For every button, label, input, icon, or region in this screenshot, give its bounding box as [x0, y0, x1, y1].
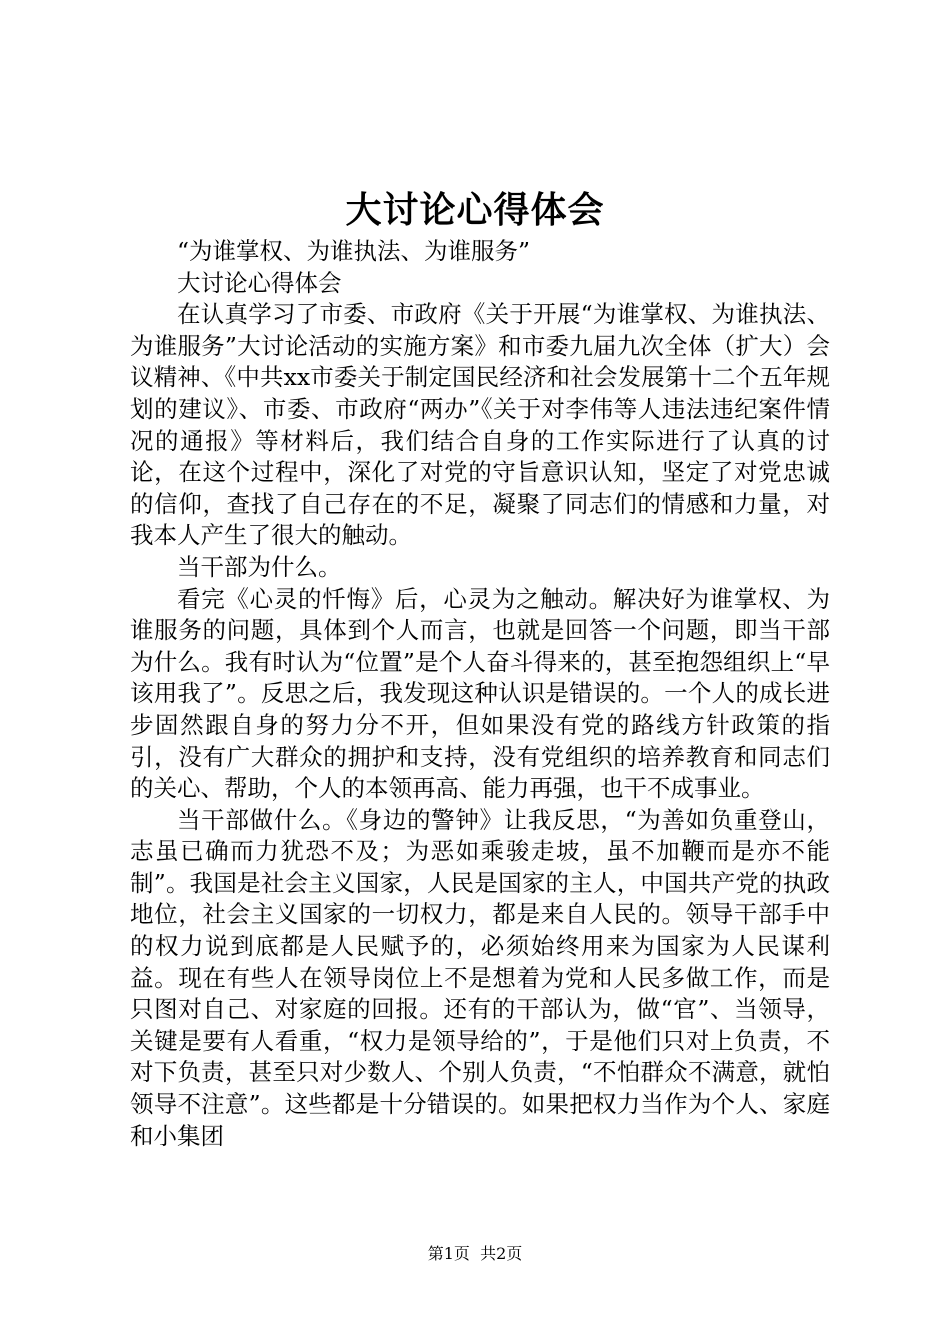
page-total: 共2页 — [480, 1244, 523, 1263]
page-number: 第1页 — [427, 1244, 470, 1263]
paragraph-subtitle-line1: “为谁掌权、为谁执法、为谁服务” — [177, 237, 531, 265]
document-body — [130, 236, 830, 1152]
paragraph-intro: 在认真学习了市委、市政府《关于开展“为谁掌权、为谁执法、为谁服务”大讨论活动的实施方案》和市委九届九次全体（扩大）会议精神、《中共xx市委关于制定国民经济和社会发展第十二个五年规划的建议》、市委、市政府“两办”《关于对李伟等人违法违纪案件情况的通报》等材料后，我们结合自身的工作实际进行了认真的讨论，在这个过程中，深化了对党的守旨意识认知，坚定了对党忠诚的信仰，查找了自己存在的不足，凝聚了同志们的情感和力量，对我本人产生了很大的触动。 — [130, 300, 830, 550]
page-footer — [0, 1244, 950, 1264]
paragraph-subtitle-line2: 大讨论心得体会 — [177, 268, 342, 297]
paragraph-heading-why: 当干部为什么。 — [177, 552, 342, 581]
paragraph-what-body: 当干部做什么。《身边的警钟》让我反思，“为善如负重登山，志虽已确而力犹恐不及；为恶如乘骏走坡，虽不加鞭而是亦不能制”。我国是社会主义国家，人民是国家的主人，中国共产党的执政地位，社会主义国家的一切权力，都是来自人民的。领导干部手中的权力说到底都是人民赋予的，必须始终用来为国家为人民谋利益。现在有些人在领导岗位上不是想着为党和人民多做工作，而是只图对自己、对家庭的回报。还有的干部认为，做“官”、当领导，关键是要有人看重，“权力是领导给的”，于是他们只对上负责，不对下负责，甚至只对少数人、个别人负责，“不怕群众不满意，就怕领导不注意”。这些都是十分错误的。如果把权力当作为个人、家庭和小集团 — [130, 805, 830, 1150]
paragraph-why-body: 看完《心灵的忏悔》后，心灵为之触动。解决好为谁掌权、为谁服务的问题，具体到个人而言，也就是回答一个问题，即当干部为什么。我有时认为“位置”是个人奋斗得来的，甚至抱怨组织上“早该用我了”。反思之后，我发现这种认识是错误的。一个人的成长进步固然跟自身的努力分不开，但如果没有党的路线方针政策的指引，没有广大群众的拥护和支持，没有党组织的培养教育和同志们的关心、帮助，个人的本领再高、能力再强，也干不成事业。 — [130, 584, 830, 803]
document-title: 大讨论心得体会 — [345, 189, 605, 231]
